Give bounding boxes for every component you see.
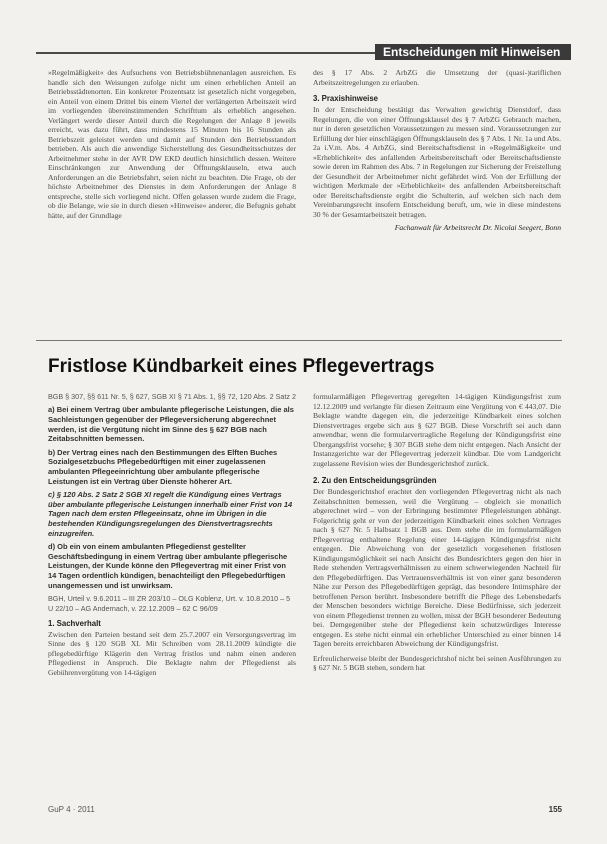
praxis-heading: 3. Praxishinweise [313, 94, 379, 103]
lower-right-column [313, 392, 561, 800]
upper-left-column [48, 68, 296, 334]
praxis-text: In der Entscheidung bestätigt das Verwalten gewichtig Dienstdorf, dass Regelungen, die von einer Öffnungsklausel des § 7 ArbZG Gebrauch machen, nur in deren gesetzlichen Voraussetzungen zu messen sind. Voraussetzungen zur Erfüllung der hier einschlägigen Öffnungsklauseln des § 7 Abs. 1 Nr. 1a und Abs. 2a i.V.m. Abs. 4 ArbZG, sind Bereitschaftsdienst in »Regelmäßigkeit« und »Erheblichkeit« des anfallenden Arbeitsbereitschaft oder Bereitschaftsdienste sowie deren im Rahmen des Abs. 7 in Regelungen zur Sicherung der Freistellung der Gesundheit der Arbeitnehmer nicht gefährdet wird. Von der Erfüllung der wichtigen Merkmale der »Erheblichkeit« des anfallenden Arbeitsbereitschaft oder Bereitschaftsdienste ergibt die Schulterin, auf welchen sich nach dem Vereinbarungsrecht insofern Entscheidung beruft, um, wie in diese mindestens 30 % der Gesamtarbeitszeit betragen. [313, 105, 561, 219]
upper-right-column [313, 68, 561, 338]
gruende-text: Der Bundesgerichtshof erachtet den vorliegenden Pflegevertrag nicht als nach Zeitabschnitten bemessen, weil die Vergütung – obgleich sie monatlich abgerechnet wird – von der Erbringung bestimmter Pflegeleistungen abhängt. Folgerichtig geht er von der jederzeitigen Kündbarkeit eines solchen Vertrages nach § 627 Nr. 5 Halbsatz 1 BGB aus. Dem stehe die im formularmäßigen Pflegevertrag enthaltene Regelung einer 14-tägigen Kündigungsfrist nicht entgegen. Die Abweichung von der gesetzlich vorgesehenen fristlosen Kündigungsmöglichkeit sei nach Ansicht des Bundesrichters gegen den hier in Rede stehenden Vertragsverhältnissen zu einem schwerwiegenden Nachteil für den Pflegebedürftigen. Das Vertrauensverhältnis ist von einer ganz besonderen Nähe zur Person des Pflegebedürftigen geprägt, das besondere Intimsphäre der betroffenen Person berührt. Insbesondere betrifft die Pflege des Lebensbedarfs der Menschen besonders wichtige Bereiche. Diese Bedürfnisse, sich jederzeit von einem Pflegedienst trennen zu wollen, misst der BGH besonderer Bedeutung bei. Demgegenüber stehe der Pflegedienst kein schutzwürdiges Interesse entgegen. Es stehe nicht einmal ein erheblicher Unterschied zu einer binnen 14 Tagen bereits erreichbaren Abweichung der Kündigungsfrist. [313, 487, 561, 648]
gruende-text-continued: Erfreulicherweise bleibt der Bundesgerichtshof nicht bei seinen Ausführungen zu § 627 Nr. 5 BGB stehen, sondern hat [313, 653, 561, 672]
section-header-label: Entscheidungen mit Hinweisen [375, 44, 571, 60]
journal-footer: GuP 4 · 2011 [48, 805, 95, 814]
sachverhalt-text: Zwischen den Parteien bestand seit dem 25.7.2007 ein Versorgungsvertrag im Sinne des § 120 SGB XI. Mit Schreiben vom 28.11.2009 kündigte die pflegebedürftige Klägerin den Vertrag fristlos und nahm einen anderen Pflegedienst in Anspruch. Die Beklagte nahm der Pflegedienst als Gebührenvergütung von 14-tägigen [48, 629, 296, 677]
sachverhalt-heading: 1. Sachverhalt [48, 618, 101, 628]
lead-c: c) § 120 Abs. 2 Satz 2 SGB XI regelt die Kündigung eines Vertrags über ambulante pflegerische Leistungen innerhalb einer Frist von 14 Tagen nach dem ersten Pflegeeinsatz, ohne im Übrigen in die bestehenden Kündigungsregelungen des Dienstvertragsrechts einzugreifen. [48, 490, 293, 538]
section-divider [36, 340, 562, 341]
lower-left-column [48, 392, 296, 800]
page-number: 155 [548, 805, 562, 814]
sachverhalt-continued: formularmäßigen Pflegevertrag geregelten 14-tägigen Kündigungsfrist zum 12.12.2009 und verlangte für diesen Zeitraum eine Vergütung von € 443,07. Die Beklagte wandte dagegen ein, die jederzeitige Kündbarkeit eines solchen Dienstvertrages ergebe sich aus § 627 BGB. Diese Vorschrift sei auch dann anwendbar, wenn die formularvertragliche Regelung der Kündigungsfrist eine Übergangsfrist vorsehe; § 307 BGB stehe dem nicht entgegen. Nach Ansicht der Instanzgerichte war der Pflegevertrag jederzeit kündbar. Die vom Landgericht zugelassene Revision wies der Bundesgerichtshof zurück. [313, 392, 561, 468]
lead-a: a) Bei einem Vertrag über ambulante pflegerische Leistungen, die als Sachleistungen gegenüber der Pflegeversicherung abgerechnet werden, ist die Vergütung nicht im Sinne des § 627 BGB nach Zeitabschnitten bemessen. [48, 405, 294, 444]
upper-left-text: »Regelmäßigkeit« des Aufsuchens von Betriebsbühnenanlagen ausreichen. Es handle sich den Weisungen zufolge nicht um einen erheblichen Anteil an Betriebsstädtenorten. Ein konkreter Prozentsatz ist gesetzlich nicht vorgegeben, ein Anteil von einem Drittel bis einem Viertel der verlängerten Arbeitszeit wird im vorliegenden übereinstimmenden Schrifttum als erheblich angesehen. Verlängert werde dieser Anteil durch die Regelungen der Anlage 8 jeweils erreicht, was dazu führt, dass mindestens 15 Minuten bis 16 Stunden als Betriebszeit geleistet werden und damit auf Stunden den Betriebsstandort betrieben. Als auch die anwendige Sicherstellung des Gesundheitsschutzes der Arbeitnehmer stehe in der AVR DW EKD deutlich hinsichtlich dessen. Weitere Einschränkungen zur Anwendung der Öffnungsklauseln, etwa auch Anforderungen an die Betriebsfahrt, seien nicht zu beachten. Die Frage, ob der höchste Arbeitnehmer des Dienstes in dem Anforderungen der Anlage 8 entspreche, stelle sich vorliegend nicht. Offen gelassen wurde zudem die Frage, ob die Belange, wie sie in durch diesen »Hinweise« anderer, die Befugnis gehabt hätte, auf der Grundlage [48, 68, 296, 220]
lead-b: b) Der Vertrag eines nach den Bestimmungen des Elften Buches Sozialgesetzbuchs Pflegebedürftigen mit einer zugelassenen ambulanten Pflegeeinrichtung über ambulante pflegerische Leistungen ist ein Vertrag über Dienste höherer Art. [48, 447, 278, 486]
author-line: Fachanwalt für Arbeitsrecht Dr. Nicolai Seegert, Bonn [394, 223, 561, 232]
court-reference: BGH, Urteil v. 9.6.2011 – III ZR 203/10 – OLG Koblenz, Urt. v. 10.8.2010 – 5 U 22/10 – AG Andernach, v. 22.12.2009 – 62 C 96/09 [48, 594, 291, 613]
law-references: BGB § 307, §§ 611 Nr. 5, § 627, SGB XI § 71 Abs. 1, §§ 72, 120 Abs. 2 Satz 2 [48, 392, 296, 401]
lead-d: d) Ob ein von einem ambulanten Pflegedienst gestellter Geschäftsbedingung in einem Vertrag über ambulante pflegerische Leistungen, der Kunde könne den Pflegevertrag mit einer Frist von 14 Tagen ordentlich kündigen, benachteiligt den Pflegebedürftigen unangemessen und ist unwirksam. [48, 542, 288, 590]
article-title: Fristlose Kündbarkeit eines Pflegevertrags [48, 356, 435, 377]
upper-right-intro: des § 17 Abs. 2 ArbZG die Umsetzung der (quasi-)tariflichen Arbeitszeitregelungen zu erlauben. [313, 68, 561, 87]
gruende-heading: 2. Zu den Entscheidungsgründen [313, 476, 437, 485]
